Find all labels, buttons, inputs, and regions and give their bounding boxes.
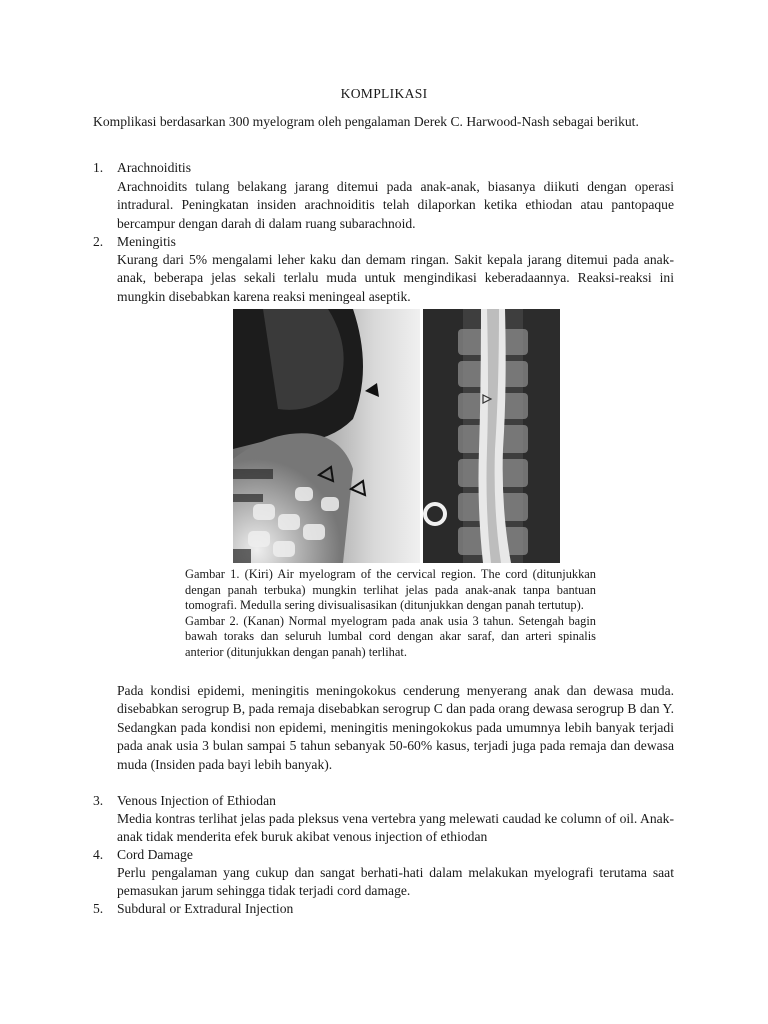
list-item-heading	[93, 233, 176, 251]
list-item-number: 1.	[93, 160, 104, 175]
figure-caption-1: Gambar 1. (Kiri) Air myelogram of the cervical region. The cord (ditunjukkan dengan panah terbuka) mungkin terlihat jelas pada anak-anak tanpa bantuan tomografi. Medulla sering divisualisasikan (ditunjukkan dengan panah tertutup).	[185, 567, 596, 612]
list-item-heading	[93, 159, 191, 177]
list-item-body: Arachnoidits tulang belakang jarang ditemui pada anak-anak, biasanya diikuti dengan operasi intradural. Peningkatan insiden arachnoiditis telah dilaporkan ketika ethiodan atau pantopaque bercampur dengan darah di dalam ruang subarachnoid.	[117, 179, 674, 231]
figure-caption-2: Gambar 2. (Kanan) Normal myelogram pada anak usia 3 tahun. Setengah bagin bawah toraks dan seluruh lumbal cord dengan akar saraf, dan arteri spinalis anterior (ditunjukkan dengan panah) terlihat.	[185, 613, 596, 659]
list-item-title: Arachnoiditis	[117, 160, 191, 175]
list-item-title: Cord Damage	[117, 847, 193, 862]
list-item-heading	[93, 792, 276, 810]
list-item-body: Kurang dari 5% mengalami leher kaku dan demam ringan. Sakit kepala jarang ditemui pada anak-anak, beberapa jelas sekali terlalu muda untuk mengindikasi keberadaannya. Reaksi-reaksi ini mungkin disebabkan karena reaksi meningeal aseptik.	[117, 252, 674, 304]
list-item-number: 3.	[93, 793, 104, 808]
list-item-heading	[93, 900, 293, 918]
list-item-number: 5.	[93, 901, 104, 916]
list-item-heading	[93, 846, 193, 864]
list-item-title: Subdural or Extradural Injection	[117, 901, 294, 916]
list-item-body: Perlu pengalaman yang cukup dan sangat berhati-hati dalam melakukan myelografi terutama saat pemasukan jarum sehingga tidak terjadi cord damage.	[117, 865, 674, 899]
list-item-number: 4.	[93, 847, 104, 862]
intro-paragraph: Komplikasi berdasarkan 300 myelogram oleh pengalaman Derek C. Harwood-Nash sebagai berikut.	[93, 114, 639, 129]
thoracolumbar-myelogram-image	[423, 309, 560, 563]
list-item-body: Media kontras terlihat jelas pada pleksus vena vertebra yang melewati caudad ke column of oil. Anak-anak tidak menderita efek buruk akibat venous injection of ethiodan	[117, 811, 674, 845]
figure-group	[233, 309, 560, 563]
list-item-number: 2.	[93, 234, 104, 249]
list-item-title: Meningitis	[117, 234, 176, 249]
list-item-body-continued: Pada kondisi epidemi, meningitis meningokokus cenderung menyerang anak dan dewasa muda. disebabkan serogrup B, pada remaja disebabkan serogrup C dan pada orang dewasa serogrup B dan Y. Sedangkan pada kondisi non epidemi, meningitis meningokokus pada umumnya lebih banyak terjadi pada anak usia 3 bulan sampai 5 tahun sebanyak 50-60% kasus, terjadi juga pada remaja dan dewasa muda (Insiden pada bayi lebih banyak).	[117, 683, 674, 772]
cervical-myelogram-image	[233, 309, 420, 563]
figure-caption	[185, 567, 596, 660]
page-title: KOMPLIKASI	[340, 86, 428, 101]
list-item-title: Venous Injection of Ethiodan	[117, 793, 276, 808]
